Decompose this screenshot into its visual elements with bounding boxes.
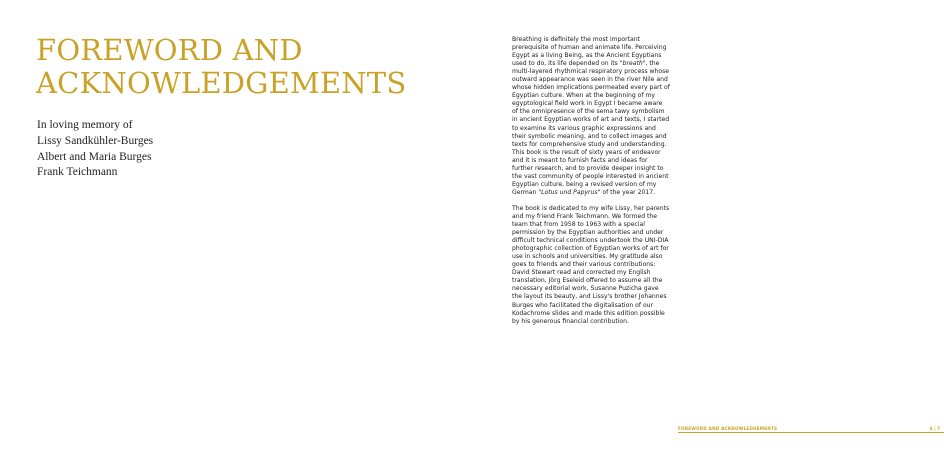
dedication-line: Albert and Maria Burges — [37, 150, 152, 163]
title-line-2: ACKNOWLEDGEMENTS — [36, 66, 407, 100]
dedication-line: Lissy Sandkühler-Burges — [37, 134, 154, 147]
foreword-paragraph-2: The book is dedicated to my wife Lissy, her parents and my friend Frank Teichmann. We formed the team that from 1958 to 1963 with a special permission by the Egyptian authorities and under difficult technical conditions undertook the UNI-DIA photographic collection of Egyptian works of art for use in schools and universities. My gratitude also goes to friends and their various contributions: David Stewart read and corrected my English translation, Jörg Eseleid offered to assume all the necessary editorial work, Susanne Puzicha gave the layout its beauty, and Lissy's brother Johannes Burges who facilitated the digitalisation of our Kodachrome slides and made this edition possible by his generous financial contribution. — [512, 204, 670, 325]
emphasis-breath: "breath" — [619, 60, 646, 68]
page-numbers: 6 | 7 — [929, 426, 940, 431]
dedication-line: In loving memory of — [37, 119, 133, 131]
emphasis-book-title: "Lotus und Papyrus" — [538, 188, 601, 196]
running-footer-label: FOREWORD AND ACKNOWLEDGEMENTS — [678, 426, 778, 431]
page-title — [36, 34, 456, 100]
title-line-1: FOREWORD AND — [36, 33, 303, 67]
dedication-block — [37, 118, 337, 181]
text-segment: of the year 2017. — [600, 188, 656, 196]
foreword-body — [512, 36, 670, 334]
text-segment: , the multi-layered rhythmical respiratory process whose outward appearance was seen in the river Nile and whose hidden implications permeated every part of Egyptian culture. When at the beginning of my egyptological field work in Egypt I became aware of the omnipresence of the sema tawy symbolism in ancient Egyptian works of art and texts, I started to examine its various graphic expressions and their symbolic meaning, and to collect images and texts for comprehensive study and understanding. This book is the result of sixty years of endeavor and it is meant to furnish facts and ideas for further research, and to provide deeper insight to the vast community of people interested in ancient Egyptian culture, being a revised version of my German — [512, 60, 670, 196]
foreword-paragraph-1 — [512, 36, 670, 197]
text-segment: Breathing is definitely the most important prerequisite of human and animate life. Perceiving Egypt as a living Being, as the Ancient Egyptians used to do, its life depended on its — [512, 36, 667, 68]
dedication-line: Frank Teichmann — [37, 166, 118, 179]
right-page — [472, 0, 944, 471]
footer-rule — [678, 432, 944, 433]
